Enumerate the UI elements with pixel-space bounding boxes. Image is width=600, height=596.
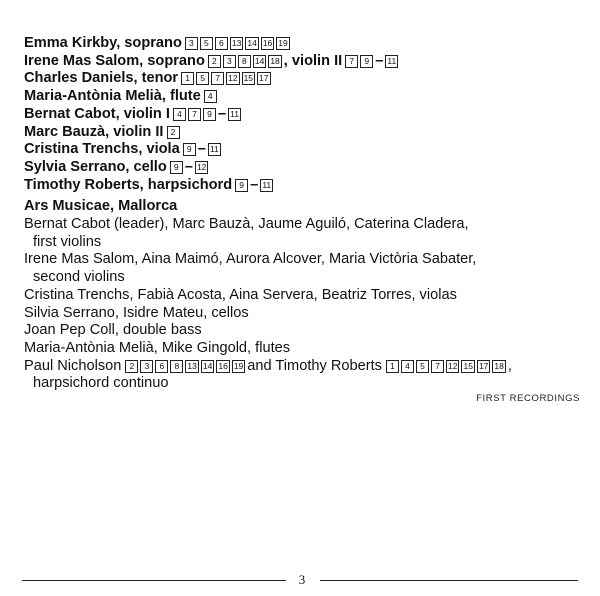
track-range-dash: –: [250, 176, 259, 193]
track-number-box: 5: [416, 360, 429, 373]
track-number-box: 12: [228, 73, 238, 84]
track-number-box: 7: [431, 360, 444, 373]
soloist-name-role: Timothy Roberts, harpsichord: [24, 176, 233, 193]
track-number-box: 3: [185, 37, 198, 50]
track-boxes: [170, 159, 211, 175]
track-number-box: 3: [140, 360, 153, 373]
soloist-name-role: Cristina Trenchs, viola: [24, 141, 180, 158]
track-number-box: 4: [401, 360, 414, 373]
track-number-box: 9: [360, 55, 373, 68]
track-number-box: 11: [208, 143, 221, 156]
soloist-name-role: Marc Bauzà, violin II: [24, 123, 164, 140]
soloist-name-role: Bernat Cabot, violin I: [24, 105, 170, 122]
track-number-box: 6: [215, 37, 228, 50]
soloist-line: [24, 177, 584, 195]
ensemble-line: Bernat Cabot (leader), Marc Bauzà, Jaume Aguiló, Caterina Cladera,: [24, 216, 469, 233]
soloist-line: [24, 141, 584, 159]
soloist-line: [24, 159, 584, 177]
ensemble-line: Joan Pep Coll, double bass: [24, 322, 202, 339]
track-boxes: [235, 177, 275, 193]
track-boxes: [183, 141, 223, 157]
track-number-box: 7: [345, 55, 358, 68]
soloist-line: [24, 70, 584, 88]
track-boxes: [185, 35, 292, 51]
track-number-box: 13: [231, 38, 242, 48]
soloist-name-role: Maria-Antònia Melià, flute: [24, 88, 201, 105]
track-number-box: 14: [254, 55, 265, 66]
ensemble-line: second violins: [33, 269, 125, 286]
track-number-box: 17: [259, 73, 269, 84]
ensemble-line: Cristina Trenchs, Fabià Acosta, Aina Servera, Beatriz Torres, violas: [24, 286, 457, 303]
track-number-box: 14: [202, 360, 213, 371]
track-number-box: 8: [170, 360, 183, 373]
soloist-name-role: Emma Kirkby, soprano: [24, 35, 182, 51]
ensemble-section: [24, 198, 584, 393]
track-boxes: [204, 88, 219, 104]
first-recordings-note: FIRST RECORDINGS: [476, 393, 580, 404]
soloist-extra-role: , violin II: [283, 52, 343, 69]
track-number-box: 17: [478, 360, 489, 371]
soloist-list: [24, 35, 584, 194]
track-number-box: 12: [196, 161, 207, 172]
track-number-box: 15: [243, 73, 254, 84]
continuo-conj: and Timothy Roberts: [247, 357, 382, 374]
track-range-dash: –: [217, 105, 227, 122]
track-number-box: 15: [463, 360, 473, 371]
soloist-line: [24, 53, 584, 71]
continuo-trail: ,: [507, 357, 512, 374]
ensemble-line: Irene Mas Salom, Aina Maimó, Aurora Alcover, Maria Victòria Sabater,: [24, 251, 477, 268]
track-number-box: 2: [208, 55, 221, 68]
page-number: 3: [298, 572, 306, 587]
track-number-box: 13: [187, 360, 197, 371]
continuo-role: harpsichord continuo: [33, 375, 169, 392]
track-boxes: [167, 124, 182, 140]
track-number-box: 12: [448, 360, 458, 371]
track-number-box: 8: [238, 55, 251, 68]
track-number-box: 11: [260, 179, 273, 192]
track-number-box: 19: [233, 360, 244, 371]
track-number-box: 18: [270, 55, 280, 66]
soloist-line: [24, 88, 584, 106]
track-number-box: 16: [218, 360, 228, 371]
footer-rule-right: [320, 580, 578, 581]
track-number-box: 4: [173, 108, 186, 121]
track-number-box: 1: [386, 360, 399, 373]
track-number-box: 4: [204, 90, 217, 103]
continuo-track-boxes-1: [125, 358, 247, 374]
track-boxes: [208, 53, 284, 69]
track-range-dash: –: [197, 141, 206, 158]
track-number-box: 5: [200, 37, 213, 50]
track-number-box: 14: [247, 38, 257, 48]
soloist-line: [24, 35, 584, 53]
soloist-name-role: Sylvia Serrano, cello: [24, 158, 167, 175]
track-number-box: 1: [181, 72, 194, 85]
track-number-box: 11: [385, 55, 398, 68]
track-boxes: [173, 106, 243, 122]
track-number-box: 6: [155, 360, 168, 373]
ensemble-line: Maria-Antònia Melià, Mike Gingold, flutes: [24, 339, 291, 356]
track-number-box: 16: [262, 38, 273, 48]
footer-rule-left: [22, 580, 286, 581]
ensemble-line: first violins: [33, 233, 102, 250]
track-boxes: [345, 53, 400, 69]
track-range-dash: –: [375, 52, 384, 69]
track-number-box: 9: [235, 179, 248, 192]
track-number-box: 9: [183, 143, 196, 156]
track-number-box: 9: [170, 161, 183, 174]
track-number-box: 19: [278, 38, 288, 48]
soloist-name-role: Irene Mas Salom, soprano: [24, 52, 205, 69]
track-range-dash: –: [184, 158, 193, 175]
track-number-box: 5: [196, 72, 209, 85]
ensemble-name: Ars Musicae, Mallorca: [24, 198, 178, 215]
track-number-box: 7: [188, 108, 201, 121]
track-number-box: 11: [228, 108, 241, 121]
ensemble-members: [24, 216, 584, 358]
soloist-name-role: Charles Daniels, tenor: [24, 70, 179, 87]
track-number-box: 9: [203, 108, 216, 121]
continuo-line: [24, 358, 584, 376]
track-number-box: 18: [494, 360, 504, 371]
track-number-box: 7: [211, 72, 224, 85]
track-number-box: 2: [167, 126, 180, 139]
track-number-box: 2: [125, 360, 138, 373]
track-number-box: 3: [223, 55, 236, 68]
soloist-line: [24, 124, 584, 142]
track-boxes: [181, 70, 272, 86]
ensemble-line: Silvia Serrano, Isidre Mateu, cellos: [24, 304, 249, 321]
continuo-track-boxes-2: [386, 358, 508, 374]
continuo-name-1: Paul Nicholson: [24, 357, 122, 374]
credits: [24, 35, 584, 393]
soloist-line: [24, 106, 584, 124]
